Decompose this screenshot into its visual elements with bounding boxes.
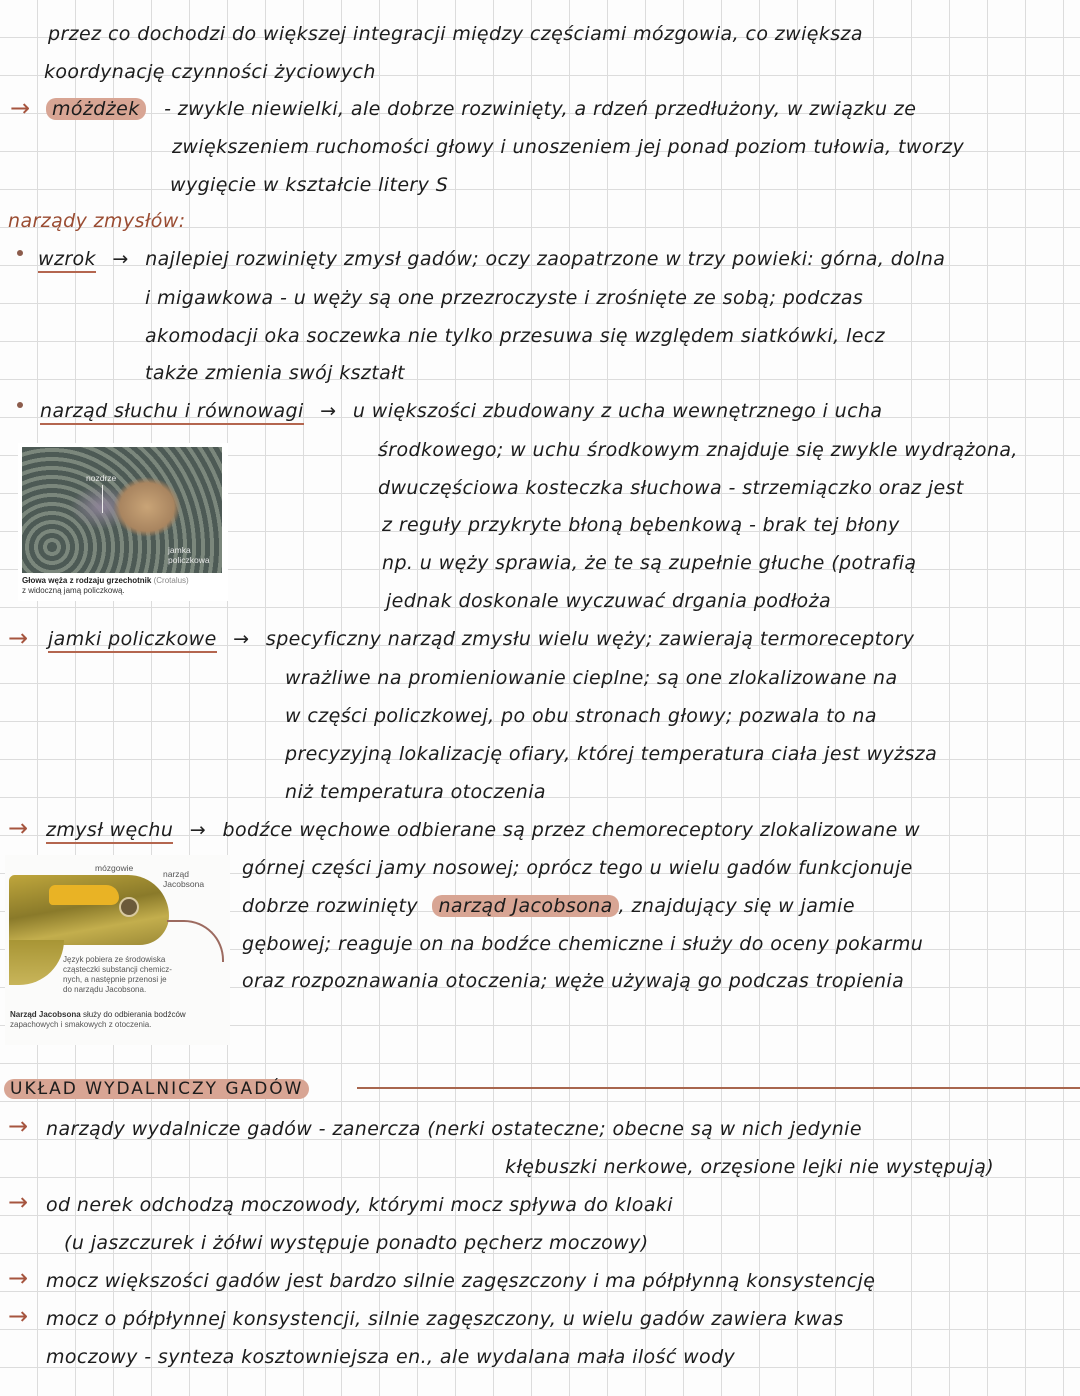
mozdzek-line-3: wygięcie w kształcie litery S: [170, 174, 449, 196]
divider-line: [357, 1087, 1080, 1089]
text-span: - zwykle niewielki, ale dobrze rozwinięty, a rdzeń przedłużony, w związku ze: [164, 98, 917, 120]
caption-rest: służy do odbierania bodźców: [82, 1010, 186, 1019]
excretory-item-1-line-1: narządy wydalnicze gadów - zanercza (nerki ostateczne; obecne są w nich jedynie: [46, 1118, 862, 1140]
underlined-term: narząd słuchu i równowagi: [40, 400, 304, 425]
pit-line-4: precyzyjną lokalizację ofiary, której temperatura ciała jest wyższa: [285, 743, 938, 765]
caption-bold: Narząd Jacobsona: [10, 1010, 81, 1019]
text-span: dobrze rozwinięty: [242, 895, 418, 917]
text-span: specyficzny narząd zmysłu wielu węży; zawierają termoreceptory: [265, 628, 915, 650]
sight-line-2: i migawkowa - u węży są one przezroczyste i zrośnięte ze sobą; podczas: [145, 287, 864, 309]
underlined-term: zmysł węchu: [46, 819, 173, 844]
hearing-line-1: [40, 398, 882, 424]
smell-line-2: górnej części jamy nosowej; oprócz tego u wielu gadów funkcjonuje: [242, 857, 913, 879]
bullet-icon: [17, 250, 23, 256]
caption-bold: Głowa węża z rodzaju grzechotnik: [22, 576, 152, 585]
figure-note: cząsteczki substancji chemicz-: [63, 965, 172, 974]
caption-latin: (Crotalus): [153, 576, 189, 585]
rattlesnake-photo: [22, 447, 222, 573]
highlighted-term: móżdżek: [46, 98, 146, 120]
sight-line-1: [38, 246, 945, 272]
text-line: przez co dochodzi do większej integracji między częściami mózgowia, co zwiększa: [48, 23, 863, 45]
excretory-item-4-line-2: moczowy - synteza kosztowniejsza en., ale wydalana mała ilość wody: [46, 1346, 736, 1368]
mozdzek-line-2: zwiększeniem ruchomości głowy i unoszeniem jej ponad poziom tułowia, tworzy: [172, 136, 965, 158]
text-span: bodźce węchowe odbierane są przez chemoreceptory zlokalizowane w: [222, 819, 921, 841]
nostril-label: nozdrze: [86, 473, 117, 483]
hearing-line-6: jednak doskonale wyczuwać drgania podłoża: [386, 590, 831, 612]
excretory-item-1-line-2: kłębuszki nerkowe, orzęsione lejki nie występują): [505, 1156, 995, 1178]
arrow-icon: →: [8, 1188, 29, 1216]
pit-line-2: wrażliwe na promieniowanie cieplne; są one zlokalizowane na: [285, 667, 898, 689]
smell-line-3: [242, 893, 855, 919]
smell-line-1: [46, 817, 920, 843]
hearing-line-3: dwuczęściowa kosteczka słuchowa - strzemiączko oraz jest: [378, 477, 964, 499]
jacobson-figure: [5, 855, 230, 1045]
smell-line-4: gębowej; reaguje on na bodźce chemiczne i służy do oceny pokarmu: [242, 933, 924, 955]
arrow-icon: →: [8, 1302, 29, 1330]
highlighted-term: narząd Jacobsona: [432, 895, 618, 917]
arrow-icon: →: [8, 814, 29, 842]
figure-note: Język pobiera ze środowiska: [63, 955, 166, 964]
text-span: najlepiej rozwinięty zmysł gadów; oczy zaopatrzone w trzy powieki: górna, dolna: [145, 248, 946, 270]
arrow-icon: →: [189, 819, 207, 841]
snake-neck-illustration: [9, 940, 64, 985]
arrow-icon: →: [233, 628, 250, 650]
hearing-line-2: środkowego; w uchu środkowym znajduje się zwykle wydrążona,: [378, 439, 1018, 461]
excretory-item-2-line-2: (u jaszczurek i żółwi występuje ponadto pęcherz moczowy): [64, 1232, 649, 1254]
pit-label: jamka policzkowa: [168, 545, 210, 565]
arrow-icon: →: [320, 400, 337, 422]
jacobson-caption-2: zapachowych i smakowych z otoczenia.: [10, 1020, 152, 1029]
arrow-icon: →: [8, 1264, 29, 1292]
underlined-term: jamki policzkowe: [48, 628, 217, 653]
excretory-item-4-line-1: mocz o półpłynnej konsystencji, silnie zagęszczony, u wielu gadów zawiera kwas: [46, 1308, 844, 1330]
excretory-item-3: mocz większości gadów jest bardzo silnie zagęszczony i ma półpłynną konsystencję: [46, 1270, 876, 1292]
rattlesnake-caption: [22, 576, 189, 586]
highlighted-heading: UKŁAD WYDALNICZY GADÓW: [4, 1079, 309, 1099]
mozdzek-line-1: [46, 96, 916, 122]
pit-line-1: [48, 626, 914, 652]
text-span: , znajdujący się w jamie: [618, 895, 855, 917]
rattlesnake-caption-2: z widoczną jamą policzkową.: [22, 586, 125, 595]
brain-label: mózgowie: [95, 863, 134, 873]
figure-note: nych, a następnie przenosi je: [63, 975, 167, 984]
snake-tongue: [167, 920, 224, 962]
arrow-icon: →: [8, 624, 29, 652]
snake-head-illustration: [9, 875, 169, 945]
hearing-line-5: np. u węży sprawia, że te są zupełnie głuche (potrafią: [382, 552, 917, 574]
excretory-item-2-line-1: od nerek odchodzą moczowody, którymi mocz spływa do kloaki: [46, 1194, 673, 1216]
section-heading-excretory: [4, 1076, 309, 1102]
brain-region: [49, 885, 119, 905]
figure-note: do narządu Jacobsona.: [63, 985, 147, 994]
smell-line-5: oraz rozpoznawania otoczenia; węże używają go podczas tropienia: [242, 970, 905, 992]
text-line: koordynację czynności życiowych: [44, 61, 376, 83]
jacobson-caption: [10, 1010, 186, 1020]
jacobson-organ-label: narząd Jacobsona: [163, 869, 205, 889]
pit-line-5: niż temperatura otoczenia: [285, 781, 546, 803]
section-heading-sense-organs: narządy zmysłów:: [8, 210, 186, 232]
sight-line-3: akomodacji oka soczewka nie tylko przesuwa się względem siatkówki, lecz: [145, 325, 886, 347]
underlined-term: wzrok: [38, 248, 96, 273]
pit-line-3: w części policzkowej, po obu stronach głowy; pozwala to na: [285, 705, 877, 727]
sight-line-4: także zmienia swój kształt: [145, 362, 405, 384]
arrow-icon: →: [10, 94, 31, 122]
pointer-line: [102, 485, 103, 513]
text-span: u większości zbudowany z ucha wewnętrznego i ucha: [352, 400, 883, 422]
bullet-icon: [17, 402, 23, 408]
snake-eye: [119, 897, 139, 917]
arrow-icon: →: [8, 1112, 29, 1140]
hearing-line-4: z reguły przykryte błoną bębenkową - brak tej błony: [382, 514, 900, 536]
arrow-icon: →: [112, 248, 129, 270]
